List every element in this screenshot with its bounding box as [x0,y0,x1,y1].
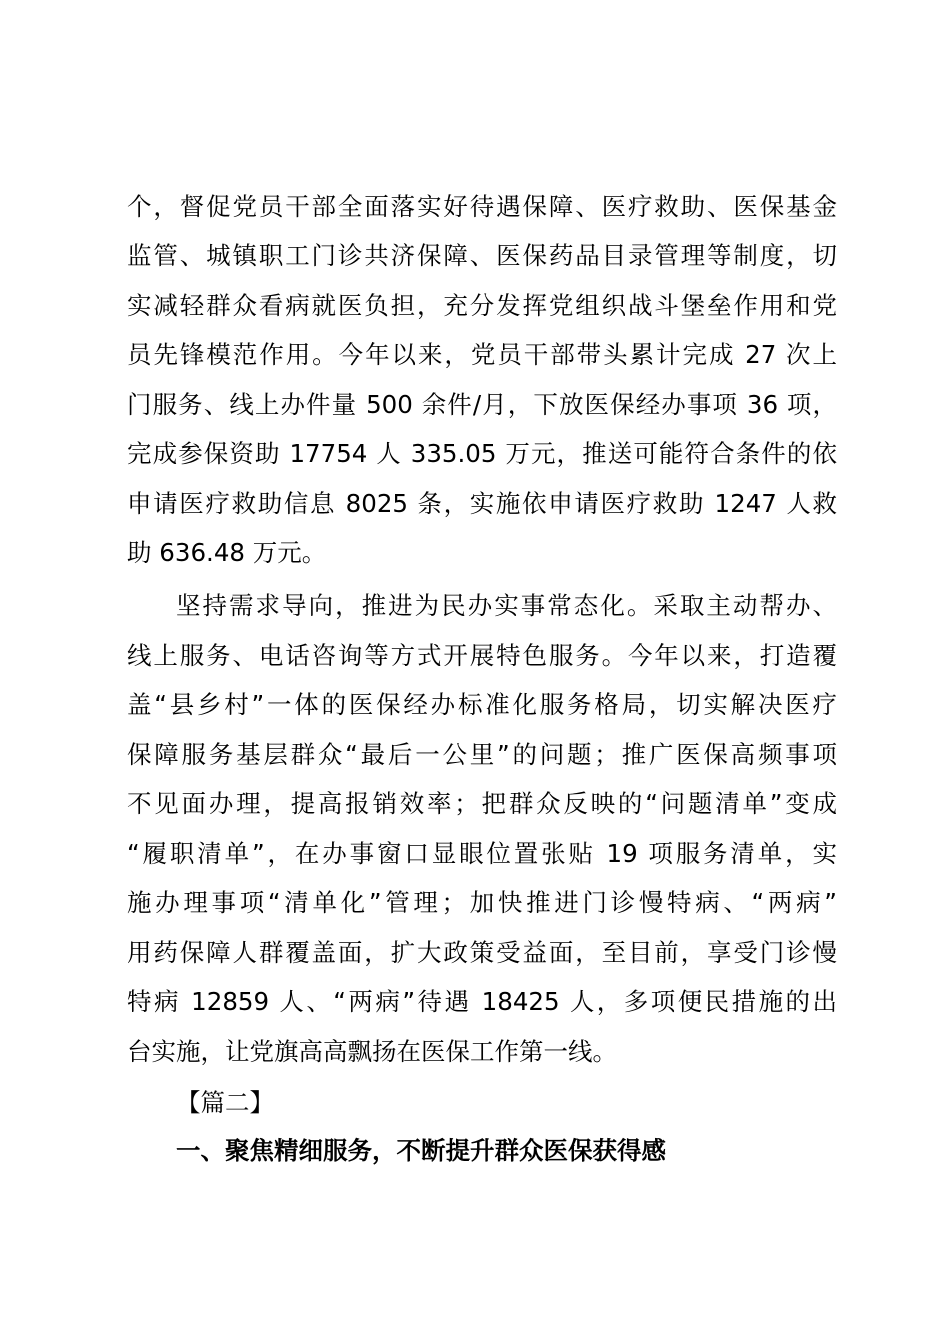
subheading: 一、聚焦精细服务，不断提升群众医保获得感 [176,1136,666,1165]
paragraph-2-line-6: “履职清单”，在办事窗口显眼位置张贴 19 项服务清单，实 [127,839,837,868]
paragraph-1-line-3: 实减轻群众看病就医负担，充分发挥党组织战斗堡垒作用和党 [127,291,837,320]
paragraph-2-line-4: 保障服务基层群众“最后一公里”的问题；推广医保高频事项 [127,740,837,769]
paragraph-1-line-5: 门服务、线上办件量 500 余件/月，下放医保经办事项 36 项， [127,390,837,419]
paragraph-2-line-2: 线上服务、电话咨询等方式开展特色服务。今年以来，打造覆 [127,641,837,670]
paragraph-2-line-9: 特病 12859 人、“两病”待遇 18425 人，多项便民措施的出 [127,987,837,1016]
paragraph-1-line-1: 个，督促党员干部全面落实好待遇保障、医疗救助、医保基金 [127,192,837,221]
paragraph-2-line-3: 盖“县乡村”一体的医保经办标准化服务格局，切实解决医疗 [127,690,837,719]
paragraph-2-line-5: 不见面办理，提高报销效率；把群众反映的“问题清单”变成 [127,789,837,818]
paragraph-1-line-7: 申请医疗救助信息 8025 条，实施依申请医疗救助 1247 人救 [127,489,837,518]
paragraph-2-line-8: 用药保障人群覆盖面，扩大政策受益面，至目前，享受门诊慢 [127,938,837,967]
paragraph-1-line-6: 完成参保资助 17754 人 335.05 万元，推送可能符合条件的依 [127,439,837,468]
paragraph-1-line-8: 助 636.48 万元。 [127,538,327,567]
paragraph-1-line-4: 员先锋模范作用。今年以来，党员干部带头累计完成 27 次上 [127,340,837,369]
section-label: 【篇二】 [176,1088,274,1117]
paragraph-2-line-1: 坚持需求导向，推进为民办实事常态化。采取主动帮办、 [176,591,837,620]
paragraph-2-line-7: 施办理事项“清单化”管理；加快推进门诊慢特病、“两病” [127,888,837,917]
paragraph-2-line-10: 台实施，让党旗高高飘扬在医保工作第一线。 [127,1037,617,1066]
paragraph-1-line-2: 监管、城镇职工门诊共济保障、医保药品目录管理等制度，切 [127,241,837,270]
